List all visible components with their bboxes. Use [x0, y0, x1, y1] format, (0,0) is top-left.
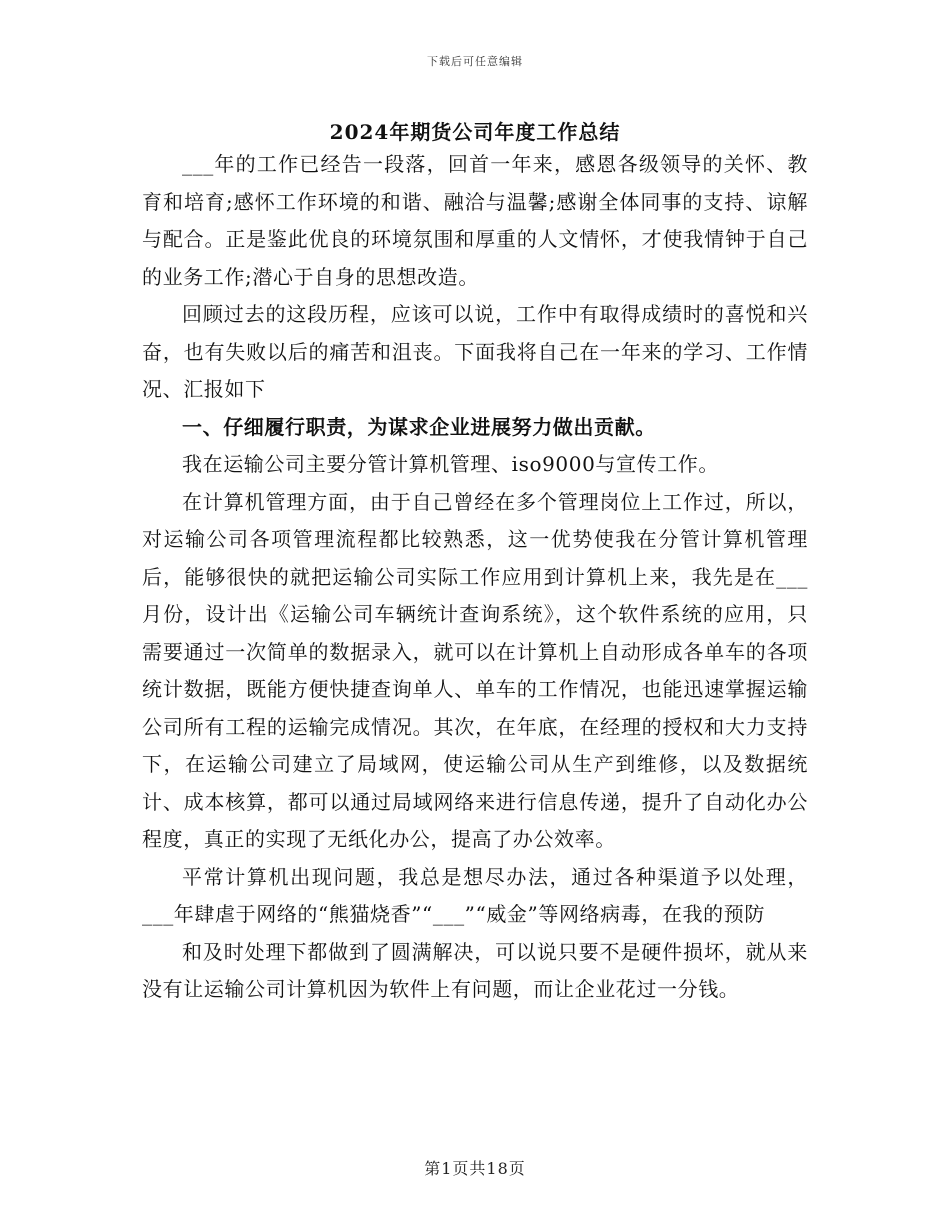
header-note: 下载后可任意编辑 — [427, 55, 523, 68]
paragraph-intro: ___年的工作已经告一段落，回首一年来，感恩各级领导的关怀、教育和培育;感怀工作环境的和谐、融洽与温馨;感谢全体同事的支持、谅解与配合。正是鉴此优良的环境氛围和厚重的人文情怀，才使我情钟于自己的业务工作;潜心于自身的思想改造。 — [142, 152, 808, 289]
paragraph-responsibilities: 我在运输公司主要分管计算机管理、iso9000与宣传工作。 — [182, 452, 719, 476]
document-title: 2024年期货公司年度工作总结 — [329, 120, 621, 144]
section-heading: 一、仔细履行职责，为谋求企业进展努力做出贡献。 — [182, 414, 656, 439]
paragraph-computer-management: 在计算机管理方面，由于自己曾经在多个管理岗位上工作过，所以，对运输公司各项管理流程都比较熟悉，这一优势使我在分管计算机管理后，能够很快的就把运输公司实际工作应用到计算机上来，我先是在___月份，设计出《运输公司车辆统计查询系统》，这个软件系统的应用，只需要通过一次简单的数据录入，就可以在计算机上自动形成各单车的各项统计数据，既能方便快捷查询单人、单车的工作情况，也能迅速掌握运输公司所有工程的运输完成情况。其次，在年底，在经理的授权和大力支持下，在运输公司建立了局域网，使运输公司从生产到维修，以及数据统计、成本核算，都可以通过局域网络来进行信息传递，提升了自动化办公程度，真正的实现了无纸化办公，提高了办公效率。 — [142, 489, 808, 851]
paragraph-review: 回顾过去的这段历程，应该可以说，工作中有取得成绩时的喜悦和兴奋，也有失败以后的痛苦和沮丧。下面我将自己在一年来的学习、工作情况、汇报如下 — [142, 302, 808, 401]
paragraph-virus-handling: 平常计算机出现问题，我总是想尽办法，通过各种渠道予以处理，___年肆虐于网络的“熊猫烧香”“___”“威金”等网络病毒，在我的预防 — [142, 864, 808, 926]
document-body — [142, 146, 808, 1009]
page-number-footer: 第1页共18页 — [424, 1159, 526, 1178]
paragraph-conclusion: 和及时处理下都做到了圆满解决，可以说只要不是硬件损坏，就从来没有让运输公司计算机因为软件上有问题，而让企业花过一分钱。 — [142, 939, 808, 1001]
